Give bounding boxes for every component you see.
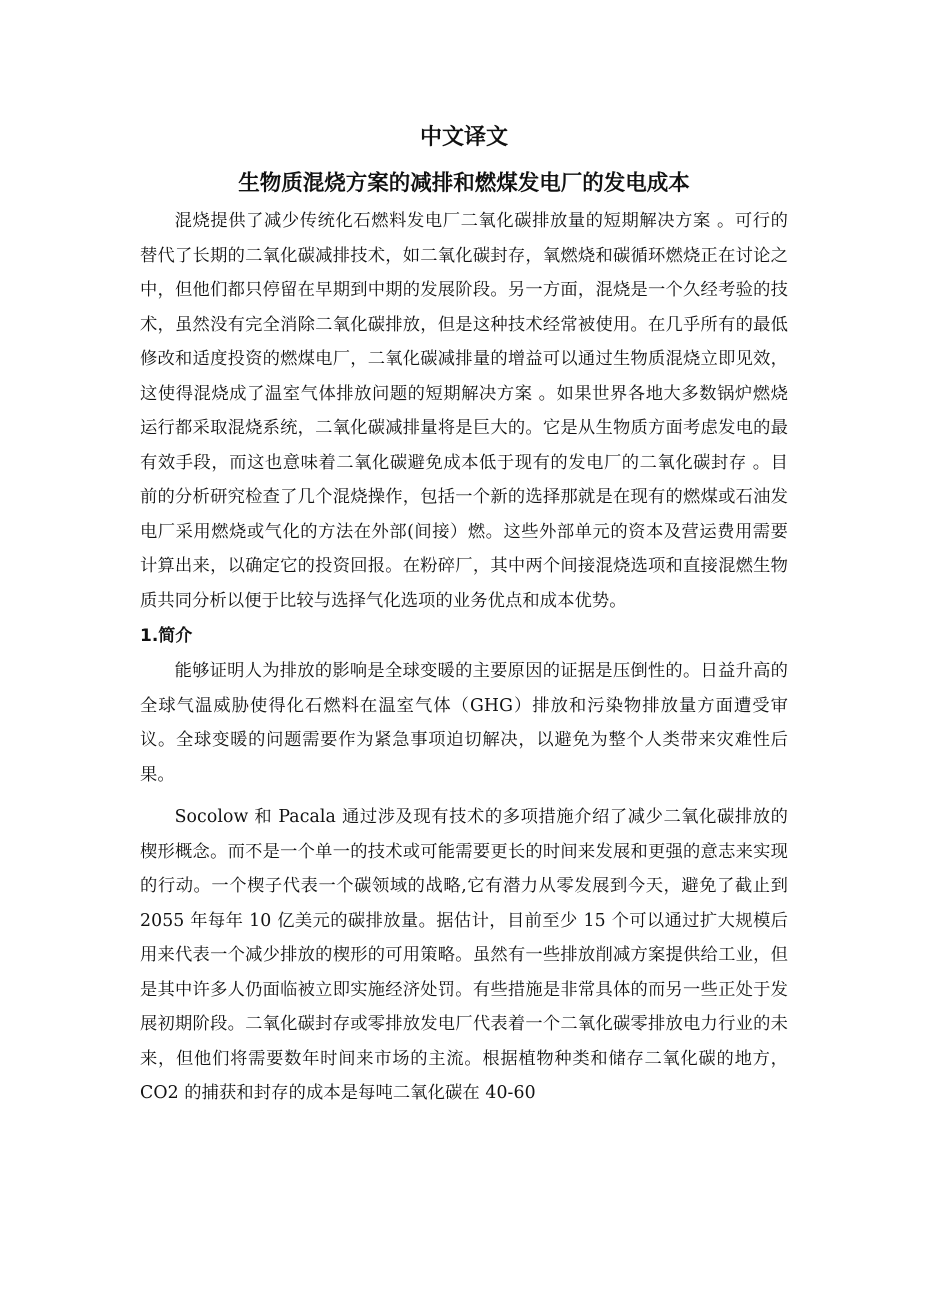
intro-paragraph-2: Socolow 和 Pacala 通过涉及现有技术的多项措施介绍了减少二氧化碳排放的楔形概念。而不是一个单一的技术或可能需要更长的时间来发展和更强的意志来实现的行动。一个楔子代表一个碳领域的战略,它有潜力从零发展到今天，避免了截止到 2055 年每年 10 亿美元的碳排放量。据估计，目前至少 15 个可以通过扩大规模后用来代表一个减少排放的楔形的可用策略。虽然有一些排放削减方案提供给工业，但是其中许多人仍面临被立即实施经济处罚。有些措施是非常具体的而另一些正处于发展初期阶段。二氧化碳封存或零排放发电厂代表着一个二氧化碳零排放电力行业的未来，但他们将需要数年时间来市场的主流。根据植物种类和储存二氧化碳的地方，CO2 的捕获和封存的成本是每吨二氧化碳在 40-60 bbox=[140, 807, 788, 1103]
section-heading-introduction: 1.简介 bbox=[140, 626, 193, 646]
intro-paragraph-1: 能够证明人为排放的影响是全球变暖的主要原因的证据是压倒性的。日益升高的全球气温威胁使得化石燃料在温室气体（GHG）排放和污染物排放量方面遭受审议。全球变暖的问题需要作为紧急事项迫切解决，以避免为整个人类带来灾难性后果。 bbox=[140, 661, 788, 785]
document-page bbox=[140, 118, 788, 1111]
document-title: 中文译文 bbox=[419, 125, 508, 150]
document-subtitle: 生物质混烧方案的减排和燃煤发电厂的发电成本 bbox=[238, 171, 690, 196]
abstract-paragraph: 混烧提供了减少传统化石燃料发电厂二氧化碳排放量的短期解决方案 。可行的替代了长期的二氧化碳减排技术，如二氧化碳封存，氧燃烧和碳循环燃烧正在讨论之中，但他们都只停留在早期到中期的发展阶段。另一方面，混烧是一个久经考验的技术，虽然没有完全消除二氧化碳排放，但是这种技术经常被使用。在几乎所有的最低修改和适度投资的燃煤电厂，二氧化碳减排量的增益可以通过生物质混烧立即见效，这使得混烧成了温室气体排放问题的短期解决方案 。如果世界各地大多数锅炉燃烧运行都采取混烧系统，二氧化碳减排量将是巨大的。它是从生物质方面考虑发电的最有效手段，而这也意味着二氧化碳避免成本低于现有的发电厂的二氧化碳封存 。目前的分析研究检查了几个混烧操作，包括一个新的选择那就是在现有的燃煤或石油发电厂采用燃烧或气化的方法在外部(间接）燃。这些外部单元的资本及营运费用需要计算出来，以确定它的投资回报。在粉碎厂，其中两个间接混烧选项和直接混燃生物质共同分析以便于比较与选择气化选项的业务优点和成本优势。 bbox=[140, 211, 788, 611]
